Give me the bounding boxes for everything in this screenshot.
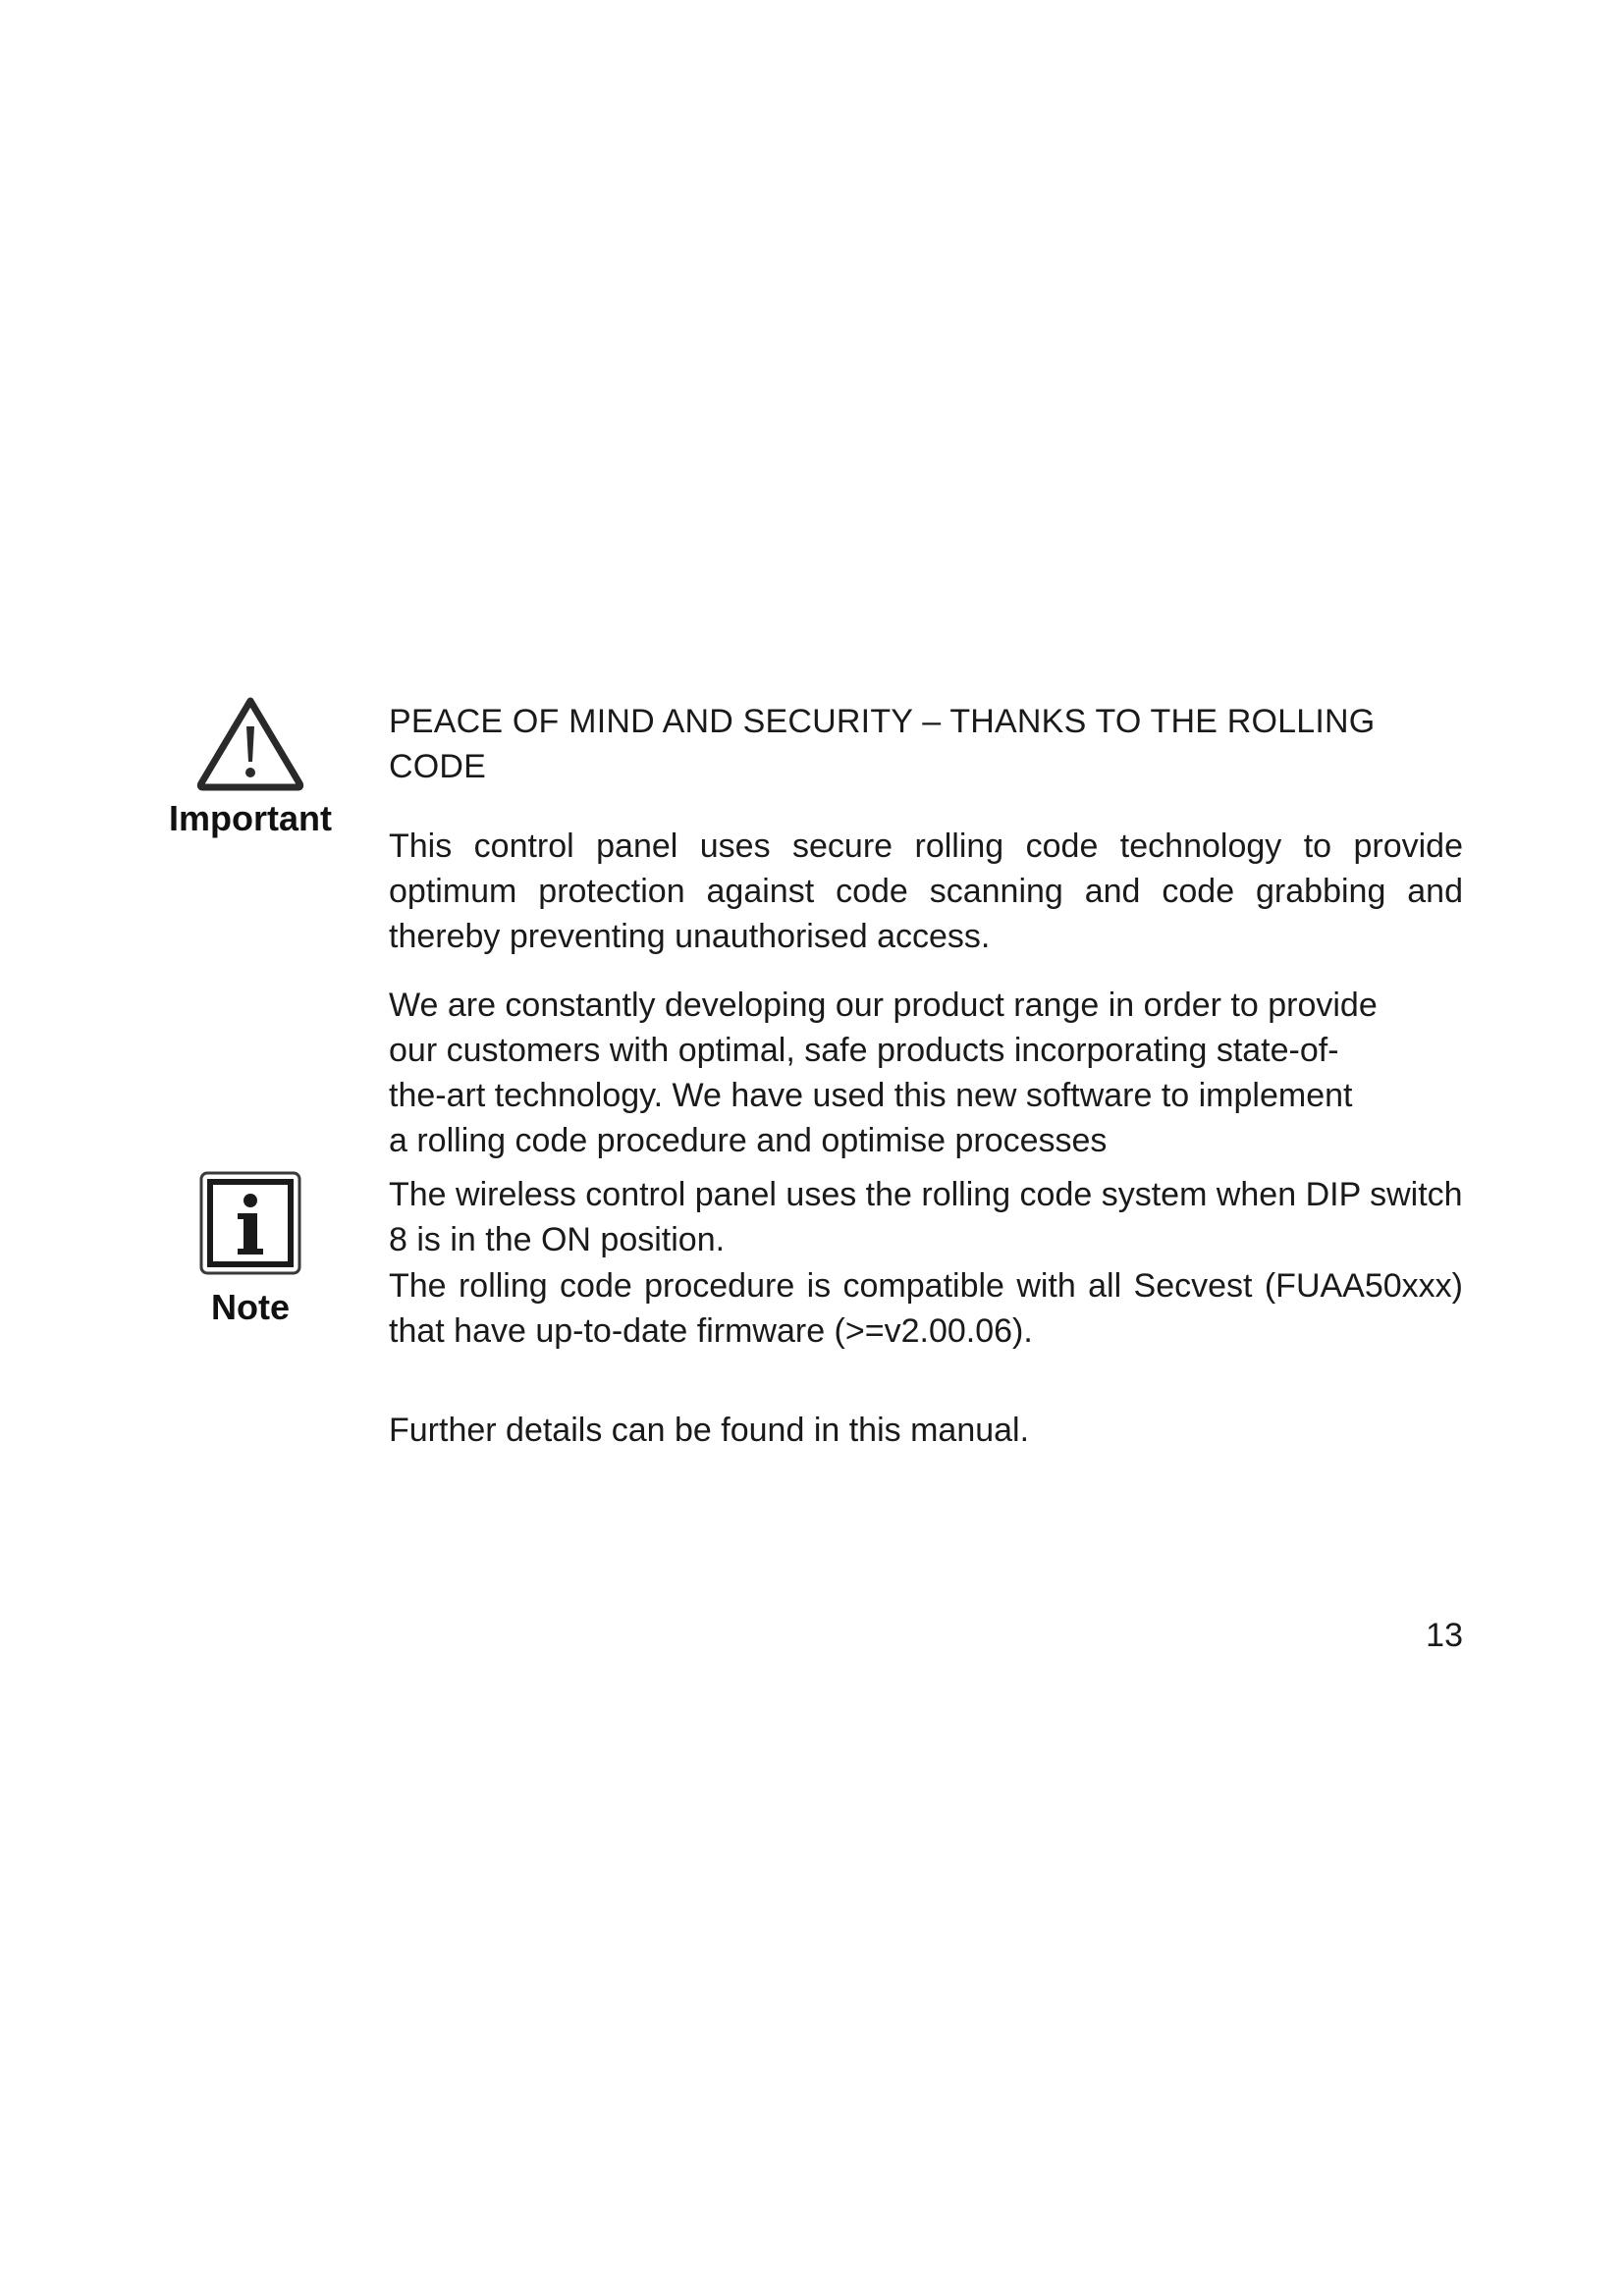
development-line: the-art technology. We have used this new software to implement [389,1077,1353,1114]
important-label: Important [169,798,332,838]
development-paragraph [389,983,1463,1163]
further-details-paragraph: Further details can be found in this manual. [389,1412,1030,1449]
note-callout [187,1170,314,1327]
note-label: Note [211,1287,290,1327]
info-icon [198,1170,302,1276]
page-number: 13 [1426,1617,1463,1654]
section-heading: PEACE OF MIND AND SECURITY – THANKS TO THE ROLLING CODE [389,703,1376,785]
intro-paragraph: This control panel uses secure rolling code technology to provide optimum protection against code scanning and code grabbing and thereby preventing unauthorised access. [389,828,1463,955]
warning-triangle-icon [195,695,305,793]
compatibility-paragraph: The rolling code procedure is compatible with all Secvest (FUAA50xxx) that have up-to-date firmware (>=v2.00.06). [389,1267,1463,1350]
development-line: a rolling code procedure and optimise processes [389,1122,1108,1159]
important-callout [162,695,339,838]
development-line: We are constantly developing our product range in order to provide [389,987,1378,1024]
wireless-paragraph: The wireless control panel uses the rolling code system when DIP switch 8 is in the ON position. [389,1176,1463,1258]
development-line: our customers with optimal, safe products incorporating state-of- [389,1032,1339,1069]
